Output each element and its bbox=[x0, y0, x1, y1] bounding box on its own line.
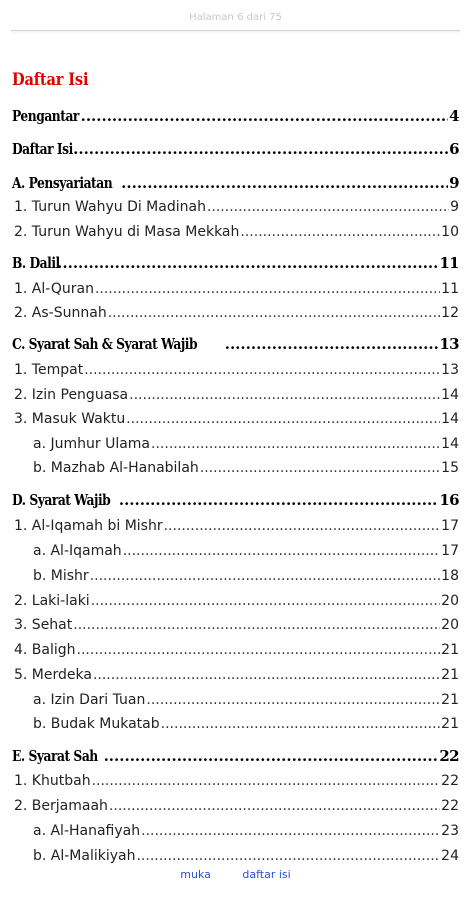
toc-dot-leader bbox=[207, 199, 449, 215]
toc-dot-leader bbox=[84, 362, 440, 378]
toc-page-number: 17 bbox=[441, 543, 459, 559]
toc-subentry[interactable] bbox=[0, 609, 471, 633]
toc-page-number: 16 bbox=[439, 491, 459, 509]
toc-title: Daftar Isi bbox=[12, 70, 89, 90]
toc-page-number: 21 bbox=[441, 716, 459, 732]
toc-dot-leader bbox=[57, 254, 438, 272]
toc-dot-leader bbox=[73, 140, 448, 158]
toc-subentry[interactable] bbox=[0, 273, 471, 297]
toc-section-entry[interactable] bbox=[0, 248, 471, 272]
toc-dot-leader bbox=[129, 387, 440, 403]
toc-entry-label: 1. Turun Wahyu Di Madinah bbox=[14, 199, 206, 215]
toc-subentry[interactable] bbox=[0, 452, 471, 476]
toc-subentry[interactable] bbox=[0, 297, 471, 321]
toc-subentry[interactable] bbox=[0, 191, 471, 215]
toc-page-number: 13 bbox=[441, 362, 459, 378]
toc-page-number: 11 bbox=[441, 281, 459, 297]
toc-subentry[interactable] bbox=[0, 634, 471, 658]
toc-subentry[interactable] bbox=[0, 535, 471, 559]
toc-dot-leader bbox=[123, 543, 440, 559]
toc-page-number: 20 bbox=[441, 617, 459, 633]
toc-subentry[interactable] bbox=[0, 354, 471, 378]
nav-link-muka[interactable]: muka bbox=[180, 868, 211, 881]
toc-dot-leader bbox=[240, 224, 440, 240]
toc-entry-label: 2. Turun Wahyu di Masa Mekkah bbox=[14, 224, 240, 240]
toc-dot-leader bbox=[90, 568, 440, 584]
toc-section-entry[interactable] bbox=[0, 741, 471, 765]
toc-entry-label: E. Syarat Sah bbox=[12, 747, 98, 765]
toc-entry-label: 1. Al-Quran bbox=[14, 281, 94, 297]
toc-dot-leader bbox=[92, 773, 441, 789]
toc-dot-leader bbox=[161, 716, 441, 732]
toc-entry-label: 5. Merdeka bbox=[14, 667, 92, 683]
toc-dot-leader bbox=[136, 848, 440, 864]
toc-dot-leader bbox=[164, 518, 441, 534]
toc-page-number: 14 bbox=[441, 411, 459, 427]
toc-entry-label: 2. Berjamaah bbox=[14, 798, 108, 814]
toc-subentry[interactable] bbox=[0, 765, 471, 789]
toc-page-number: 21 bbox=[441, 692, 459, 708]
toc-page-number: 13 bbox=[439, 335, 459, 353]
toc-subentry[interactable] bbox=[0, 790, 471, 814]
toc-dot-leader bbox=[93, 667, 440, 683]
toc-page-number: 21 bbox=[441, 667, 459, 683]
toc-entry-label: 4. Baligh bbox=[14, 642, 76, 658]
toc-dot-leader bbox=[119, 491, 438, 509]
toc-dot-leader bbox=[104, 747, 439, 765]
toc-page-number: 6 bbox=[449, 140, 459, 158]
toc-subentry[interactable] bbox=[0, 684, 471, 708]
toc-entry-label: B. Dalil bbox=[12, 254, 60, 272]
toc-dot-leader bbox=[81, 107, 449, 125]
toc-entry-label: Daftar Isi bbox=[12, 140, 73, 158]
toc-entry-label: 2. Laki-laki bbox=[14, 593, 90, 609]
toc-page-number: 22 bbox=[441, 773, 459, 789]
toc-subentry[interactable] bbox=[0, 403, 471, 427]
toc-entry-label: Pengantar bbox=[12, 107, 79, 125]
toc-page-number: 22 bbox=[441, 798, 459, 814]
toc-dot-leader bbox=[109, 798, 440, 814]
toc-dot-leader bbox=[146, 692, 440, 708]
toc-dot-leader bbox=[141, 823, 440, 839]
toc-section-entry[interactable] bbox=[0, 485, 471, 509]
toc-entry-label: a. Jumhur Ulama bbox=[33, 436, 151, 452]
toc-dot-leader bbox=[225, 335, 439, 353]
toc-section-entry[interactable] bbox=[0, 134, 471, 158]
toc-entry-label: 3. Sehat bbox=[14, 617, 73, 633]
toc-page-number: 10 bbox=[441, 224, 459, 240]
toc-subentry[interactable] bbox=[0, 659, 471, 683]
toc-entry-label: 2. As-Sunnah bbox=[14, 305, 107, 321]
toc-page-number: 21 bbox=[441, 642, 459, 658]
page-indicator: Halaman 6 dari 75 bbox=[189, 12, 282, 23]
toc-dot-leader bbox=[91, 593, 440, 609]
toc-page-number: 12 bbox=[441, 305, 459, 321]
toc-subentry[interactable] bbox=[0, 510, 471, 534]
toc-page-number: 14 bbox=[441, 387, 459, 403]
toc-page-number: 15 bbox=[441, 460, 459, 476]
footer-nav bbox=[0, 868, 471, 881]
toc-subentry[interactable] bbox=[0, 708, 471, 732]
toc-dot-leader bbox=[200, 460, 440, 476]
toc-entry-label: 2. Izin Penguasa bbox=[14, 387, 129, 403]
toc-subentry[interactable] bbox=[0, 560, 471, 584]
toc-dot-leader bbox=[126, 411, 440, 427]
toc-entry-label: b. Mazhab Al-Hanabilah bbox=[33, 460, 199, 476]
toc-subentry[interactable] bbox=[0, 840, 471, 864]
toc-entry-label: 1. Al-Iqamah bi Mishr bbox=[14, 518, 163, 534]
toc-dot-leader bbox=[95, 281, 440, 297]
toc-subentry[interactable] bbox=[0, 216, 471, 240]
toc-page-number: 14 bbox=[441, 436, 459, 452]
header-divider bbox=[11, 30, 460, 31]
toc-section-entry[interactable] bbox=[0, 168, 471, 192]
toc-page-number: 20 bbox=[441, 593, 459, 609]
nav-link-daftar-isi[interactable]: daftar isi bbox=[242, 868, 291, 881]
toc-page-number: 24 bbox=[441, 848, 459, 864]
toc-entry-label: a. Al-Iqamah bbox=[33, 543, 122, 559]
toc-dot-leader bbox=[77, 642, 441, 658]
toc-entry-label: 1. Khutbah bbox=[14, 773, 91, 789]
toc-subentry[interactable] bbox=[0, 428, 471, 452]
toc-subentry[interactable] bbox=[0, 585, 471, 609]
toc-section-entry[interactable] bbox=[0, 101, 471, 125]
toc-entry-label: D. Syarat Wajib bbox=[12, 491, 111, 509]
toc-subentry[interactable] bbox=[0, 815, 471, 839]
toc-page-number: 9 bbox=[450, 199, 459, 215]
toc-page-number: 23 bbox=[441, 823, 459, 839]
toc-page-number: 4 bbox=[449, 107, 459, 125]
toc-page-number: 11 bbox=[439, 254, 459, 272]
toc-page-number: 17 bbox=[441, 518, 459, 534]
toc-section-entry[interactable] bbox=[0, 329, 471, 353]
toc-entry-label: b. Al-Malikiyah bbox=[33, 848, 136, 864]
toc-page-number: 22 bbox=[439, 747, 459, 765]
toc-entry-label: a. Izin Dari Tuan bbox=[33, 692, 146, 708]
toc-entry-label: C. Syarat Sah & Syarat Wajib bbox=[12, 335, 198, 353]
toc-entry-label: b. Budak Mukatab bbox=[33, 716, 160, 732]
toc-entry-label: A. Pensyariatan bbox=[12, 174, 113, 192]
toc-page-number: 18 bbox=[441, 568, 459, 584]
toc-page-number: 9 bbox=[449, 174, 459, 192]
toc-dot-leader bbox=[151, 436, 440, 452]
toc-dot-leader bbox=[121, 174, 448, 192]
toc-dot-leader bbox=[73, 617, 440, 633]
toc-dot-leader bbox=[108, 305, 440, 321]
toc-entry-label: b. Mishr bbox=[33, 568, 89, 584]
toc-entry-label: a. Al-Hanafiyah bbox=[33, 823, 141, 839]
toc-entry-label: 1. Tempat bbox=[14, 362, 84, 378]
toc-entry-label: 3. Masuk Waktu bbox=[14, 411, 126, 427]
toc-subentry[interactable] bbox=[0, 379, 471, 403]
